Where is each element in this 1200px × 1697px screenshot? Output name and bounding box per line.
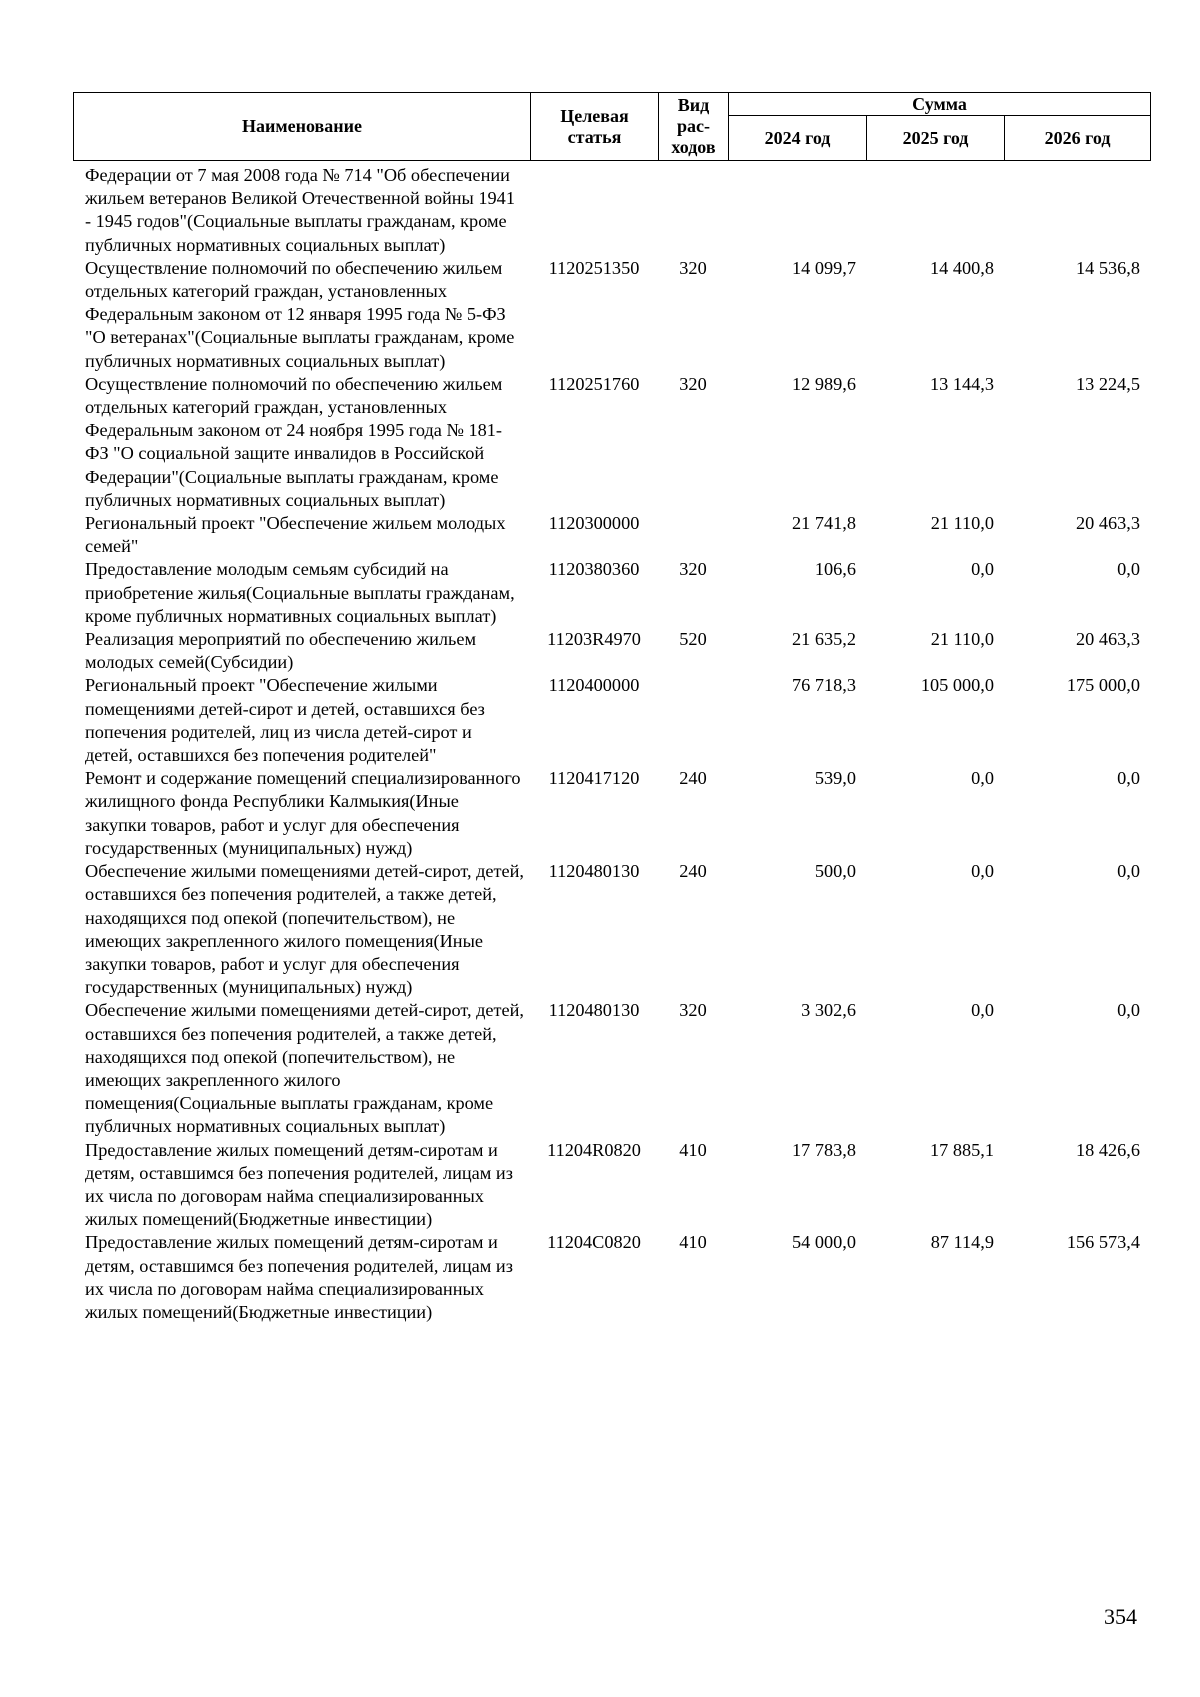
row-2024: 17 783,8	[792, 1139, 856, 1160]
table-row	[73, 164, 1150, 257]
header-2024: 2024 год	[729, 116, 867, 161]
row-2025: 0,0	[971, 559, 994, 580]
row-2025: 0,0	[971, 1000, 994, 1021]
row-name: Региональный проект "Обеспечение жилыми помещениями детей-сирот и детей, оставшихся без попечения родителей, лиц из числа детей-сирот и детей, оставшихся без попечения родителей"	[85, 675, 485, 766]
table-row	[73, 1231, 1150, 1324]
row-code: 11204R0820	[547, 1139, 641, 1160]
row-type	[658, 512, 728, 558]
row-name: Ремонт и содержание помещений специализированного жилищного фонда Республики Калмыкия(Иные закупки товаров, работ и услуг для обеспечения государственных (муниципальных) нужд)	[85, 768, 521, 858]
row-2026: 18 426,6	[1076, 1139, 1140, 1160]
row-2025: 13 144,3	[930, 373, 994, 394]
header-2026: 2026 год	[1005, 116, 1151, 161]
row-code: 11204C0820	[547, 1232, 641, 1253]
row-name: Осуществление полномочий по обеспечению жильем отдельных категорий граждан, установленных Федеральным законом от 24 ноября 1995 года № 181-ФЗ "О социальной защите инвалидов в Российской Федерации"(Социальные выплаты гражданам, кроме публичных нормативных социальных выплат)	[85, 373, 503, 510]
row-code: 1120417120	[548, 768, 640, 789]
row-code: 1120480130	[548, 861, 640, 882]
row-type	[658, 164, 728, 257]
table-header	[73, 92, 1151, 161]
table-row	[73, 257, 1150, 373]
row-type: 520	[679, 629, 707, 650]
row-code	[530, 164, 658, 257]
row-name: Предоставление молодым семьям субсидий на приобретение жилья(Социальные выплаты гражданам, кроме публичных нормативных социальных выплат)	[85, 559, 515, 626]
row-type: 320	[679, 559, 707, 580]
table-row	[73, 1139, 1150, 1232]
table-row	[73, 558, 1150, 628]
row-2025: 17 885,1	[930, 1139, 994, 1160]
table-row	[73, 767, 1150, 860]
row-2026: 0,0	[1117, 861, 1140, 882]
row-2026: 20 463,3	[1076, 629, 1140, 650]
row-2024: 21 635,2	[792, 629, 856, 650]
header-2025: 2025 год	[867, 116, 1005, 161]
row-type	[658, 674, 728, 767]
row-2024: 76 718,3	[792, 675, 856, 696]
header-name: Наименование	[74, 93, 531, 161]
page-number: 354	[1104, 1604, 1137, 1629]
row-code: 1120251350	[548, 257, 640, 278]
row-2026: 14 536,8	[1076, 257, 1140, 278]
row-type: 240	[679, 768, 707, 789]
row-code: 11203R4970	[547, 629, 641, 650]
row-2024: 12 989,6	[792, 373, 856, 394]
row-name: Предоставление жилых помещений детям-сиротам и детям, оставшимся без попечения родителей, лицам из их числа по договорам найма специализированных жилых помещений(Бюджетные инвестиции)	[85, 1139, 513, 1230]
row-2024: 14 099,7	[792, 257, 856, 278]
row-2024	[728, 164, 866, 257]
row-2026: 175 000,0	[1066, 675, 1140, 696]
table-row	[73, 628, 1150, 674]
row-name: Федерации от 7 мая 2008 года № 714 "Об обеспечении жильем ветеранов Великой Отечественной войны 1941 - 1945 годов"(Социальные выплаты гражданам, кроме публичных нормативных социальных выплат)	[85, 165, 515, 255]
row-type: 410	[679, 1139, 707, 1160]
row-code: 1120480130	[548, 1000, 640, 1021]
row-2026: 0,0	[1117, 768, 1140, 789]
row-2024: 539,0	[814, 768, 856, 789]
row-2025: 87 114,9	[930, 1232, 994, 1253]
row-2025: 21 110,0	[930, 629, 994, 650]
row-type: 240	[679, 861, 707, 882]
row-2026	[1004, 164, 1150, 257]
row-2026: 13 224,5	[1076, 373, 1140, 394]
row-2026: 156 573,4	[1066, 1232, 1140, 1253]
header-sum: Сумма	[729, 93, 1151, 116]
header-code: Целевая статья	[531, 93, 659, 161]
table-row	[73, 674, 1150, 767]
row-name: Предоставление жилых помещений детям-сиротам и детям, оставшимся без попечения родителей, лицам из их числа по договорам найма специализированных жилых помещений(Бюджетные инвестиции)	[85, 1232, 513, 1322]
row-2024: 21 741,8	[792, 513, 856, 534]
table-row	[73, 512, 1150, 558]
row-2024: 106,6	[814, 559, 856, 580]
row-code: 1120251760	[548, 373, 640, 394]
row-2025	[866, 164, 1004, 257]
row-code: 1120400000	[548, 675, 640, 696]
row-name: Обеспечение жилыми помещениями детей-сирот, детей, оставшихся без попечения родителей, а также детей, находящихся под опекой (попечительством), не имеющих закрепленного жилого помещения(Иные закупки товаров, работ и услуг для обеспечения государственных (муниципальных) нужд)	[85, 861, 524, 998]
row-2024: 3 302,6	[801, 1000, 856, 1021]
row-2026: 20 463,3	[1076, 513, 1140, 534]
row-name: Осуществление полномочий по обеспечению жильем отдельных категорий граждан, установленных Федеральным законом от 12 января 1995 года № 5-ФЗ "О ветеранах"(Социальные выплаты гражданам, кроме публичных нормативных социальных выплат)	[85, 257, 515, 371]
row-code: 1120380360	[548, 559, 640, 580]
table-row	[73, 860, 1150, 999]
row-name: Региональный проект "Обеспечение жильем молодых семей"	[85, 513, 506, 557]
row-2025: 105 000,0	[920, 675, 994, 696]
table-row	[73, 999, 1150, 1138]
row-2024: 500,0	[814, 861, 856, 882]
row-2026: 0,0	[1117, 559, 1140, 580]
row-type: 410	[679, 1232, 707, 1253]
header-type: Вид рас-ходов	[659, 93, 729, 161]
row-type: 320	[679, 257, 707, 278]
row-2024: 54 000,0	[792, 1232, 856, 1253]
row-2025: 0,0	[971, 768, 994, 789]
row-2025: 14 400,8	[930, 257, 994, 278]
table-row	[73, 373, 1150, 512]
row-type: 320	[679, 373, 707, 394]
row-2026: 0,0	[1117, 1000, 1140, 1021]
row-name: Реализация мероприятий по обеспечению жильем молодых семей(Субсидии)	[85, 629, 477, 673]
row-name: Обеспечение жилыми помещениями детей-сирот, детей, оставшихся без попечения родителей, а также детей, находящихся под опекой (попечительством), не имеющих закрепленного жилого помещения(Социальные выплаты гражданам, кроме публичных нормативных социальных выплат)	[85, 1000, 524, 1137]
row-type: 320	[679, 1000, 707, 1021]
row-2025: 0,0	[971, 861, 994, 882]
row-code: 1120300000	[548, 513, 640, 534]
table-body	[73, 164, 1150, 1324]
row-2025: 21 110,0	[930, 513, 994, 534]
